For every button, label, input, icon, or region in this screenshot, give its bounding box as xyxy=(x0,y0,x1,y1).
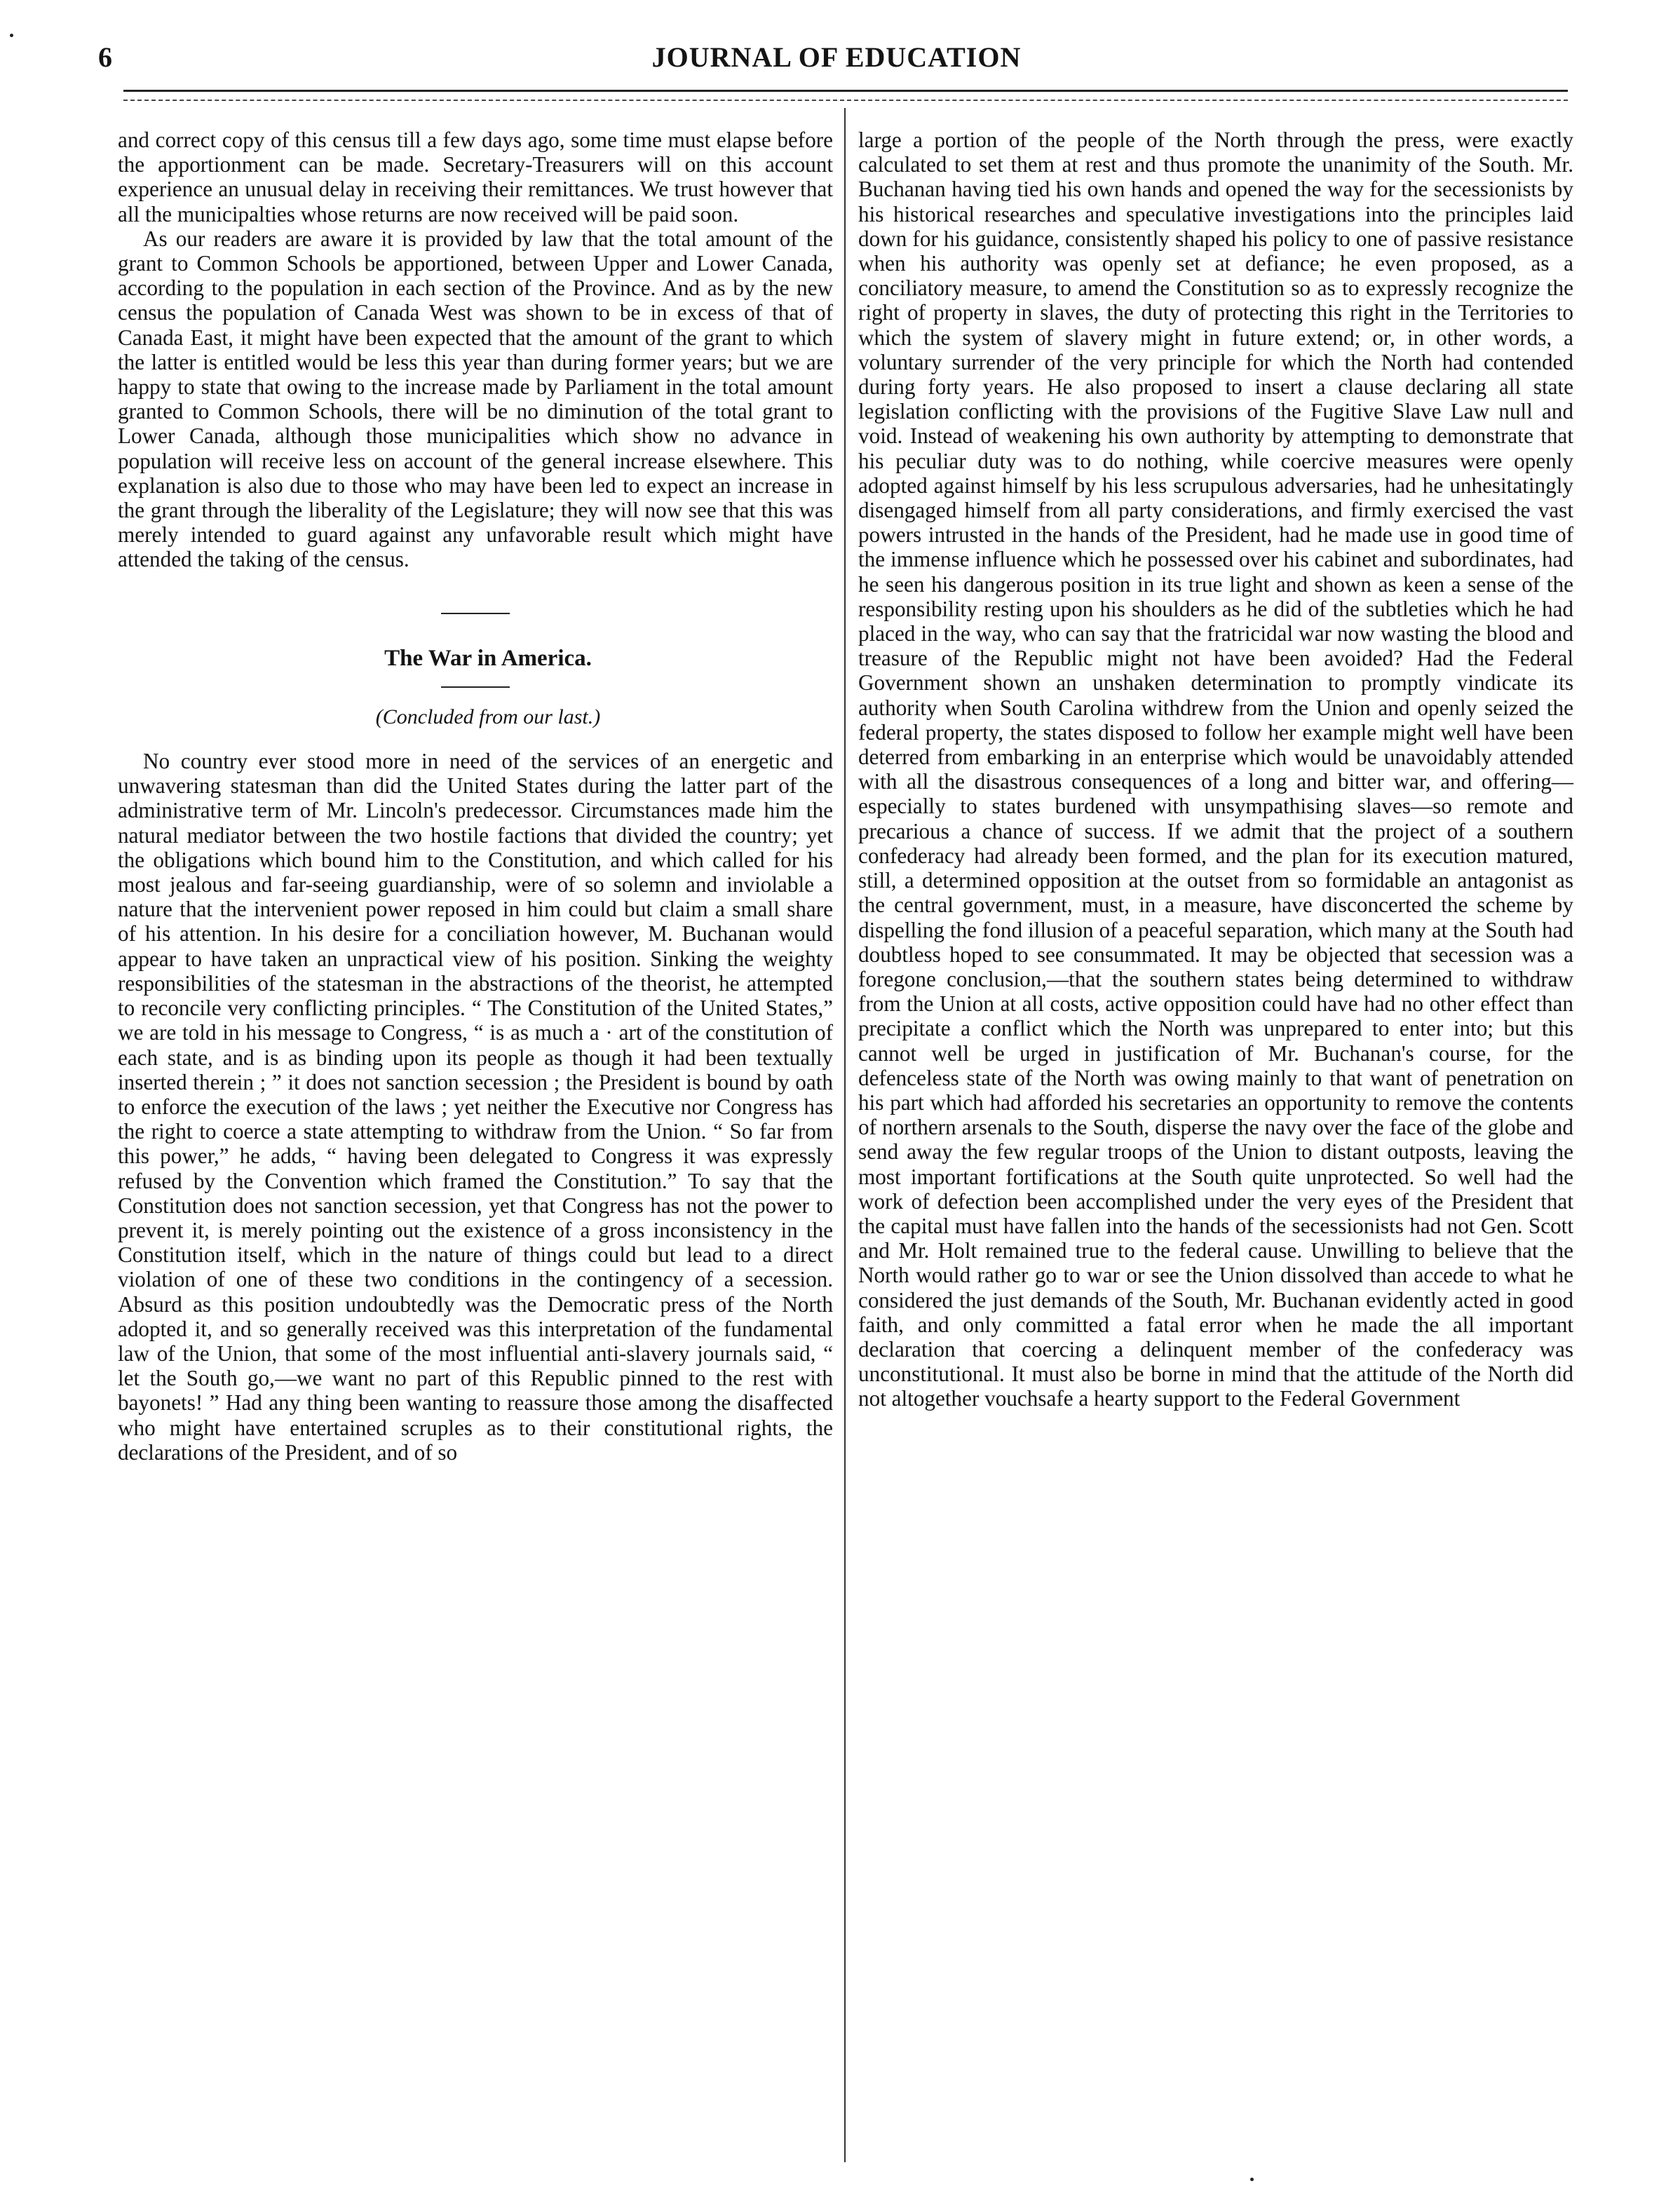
paragraph-grant-apportionment: As our readers are aware it is provided by law that the total amount of the grant to Common Schools be apportioned, between Upper and Lower Canada, according to the population in each section of the Province. And as by the new census the population of Canada West was shown to be in excess of that of Canada East, it might have been expected that the amount of the grant to which the latter is entitled would be less this year than during former years; but we are happy to state that owing to the increase made by Parliament in the total amount granted to Common Schools, there will be no diminution of the total grant to Lower Canada, although those municipalities which show no advance in population will receive less on account of the general increase elsewhere. This explanation is also due to those who may have been led to expect an increase in the grant through the liberality of the Legislature; they will now see that this was merely intended to guard against any unfavorable result which might have attended the taking of the census. xyxy=(118,226,833,572)
article-subtitle: (Concluded from our last.) xyxy=(375,705,601,728)
paragraph-war-in-america: No country ever stood more in need of the services of an energetic and unwavering statesman than did the United States during the latter part of the administrative term of Mr. Lincoln's predecessor. Circumstances made him the natural mediator between the two hostile factions that divided the country; yet the obligations which bound him to the Constitution, and which called for his most jealous and far-seeing guardianship, were of so solemn and inviolable a nature that the intervenient power reposed in him could but claim a small share of his attention. In his desire for a conciliation however, M. Buchanan would appear to have taken an unpractical view of his position. Sinking the weighty responsibilities of the statesman in the abstractions of the theorist, he attempted to reconcile very conflicting principles. “ The Constitution of the United States,” we are told in his message to Congress, “ is as much a · art of the constitution of each state, and is as binding upon its people as though it had been textually inserted therein ; ” it does not sanction secession ; the President is bound by oath to enforce the execution of the laws ; yet neither the Executive nor Congress has the right to coerce a state attempting to withdraw from the Union. “ So far from this power,” he adds, “ having been delegated to Congress it was expressly refused by the Convention which framed the Constitution.” To say that the Constitution does not sanction secession, yet that Congress has not the power to prevent it, is merely pointing out the existence of a gross inconsistency in the Constitution itself, which in the nature of things could but lead to a direct violation of one of these two conditions in the contingency of a secession. Absurd as this position undoubtedly was the Democratic press of the North adopted it, and so generally received was this interpretation of the fundamental law of the Union, that some of the most influential anti-slavery journals said, “ let the South go,—we want no part of this Republic pinned to the rest with bayonets! ” Had any thing been wanting to reassure those among the disaffected who might have entertained scruples as to their constitutional rights, the declarations of the President, and of so xyxy=(118,749,833,1465)
print-speck xyxy=(1250,2178,1254,2181)
right-column xyxy=(858,128,1573,2168)
running-title: JOURNAL OF EDUCATION xyxy=(651,41,1022,73)
header-rule xyxy=(123,90,1568,92)
header-dashed-rule xyxy=(123,100,1568,101)
paragraph-census-continuation: and correct copy of this census till a few days ago, some time must elapse before the apportionment can be made. Secretary-Treasurers will on this account experience an unusual delay in receiving their remittances. We trust however that all the municipalties whose returns are now received will be paid soon. xyxy=(118,128,833,226)
print-speck xyxy=(10,34,13,37)
left-column xyxy=(118,128,833,2168)
paragraph-war-continuation: large a portion of the people of the North through the press, were exactly calculated to set them at rest and thus promote the unanimity of the South. Mr. Buchanan having tied his own hands and opened the way for the secessionists by his historical researches and speculative investigations into the principles laid down for his guidance, consistently shaped his policy to one of passive resistance when his authority was openly set at defiance; he even proposed, as a conciliatory measure, to amend the Constitution so as to expressly recognize the right of property in slaves, the duty of protecting this right in the Territories to which the system of slavery might in future extend; or, in other words, a voluntary surrender of the very principle for which the North had contended during forty years. He also proposed to insert a clause declaring all state legislation conflicting with the provisions of the Fugitive Slave Law null and void. Instead of weakening his own authority by attempting to demonstrate that his peculiar duty was to do nothing, while coercive measures were openly adopted against himself by his less scrupulous adversaries, had he unhesitatingly disengaged himself from all party considerations, and firmly exercised the vast powers intrusted in the hands of the President, had he made use in good time of the immense influence which he possessed over his cabinet and subordinates, had he seen his dangerous position in its true light and shown as keen a sense of the responsibility resting upon his shoulders as he did of the subtleties which he had placed in the way, who can say that the fratricidal war now wasting the blood and treasure of the Republic might not have been avoided? Had the Federal Government shown an unshaken determination to promptly vindicate its authority when South Carolina withdrew from the Union and openly seized the federal property, the states disposed to follow her example might well have been deterred from embarking in an enterprise which would be unavoidably attended with all the disastrous consequences of a long and bitter war, and offering—especially to states burdened with unsympathising slaves—so remote and precarious a chance of success. If we admit that the project of a southern confederacy had already been formed, and the plan for its execution matured, still, a determined opposition at the outset from so formidable an antagonist as the central government, must, in a measure, have disconcerted the scheme by dispelling the fond illusion of a peaceful separation, which many at the South had doubtless hoped to see consummated. It may be objected that secession was a foregone conclusion,—that the southern states being determined to withdraw from the Union at all costs, active opposition could have had no other effect than precipitate a conflict which the North was unprepared to enter into; but this cannot well be urged in justification of Mr. Buchanan's course, for the defenceless state of the North was owing mainly to that want of penetration on his part which had afforded his secretaries an opportunity to remove the contents of northern arsenals to the South, disperse the navy over the face of the globe and send away the few regular troops of the Union to distant outposts, leaving the most important fortifications at the South quite unprotected. So well had the work of defection been accomplished under the very eyes of the President that the capital must have fallen into the hands of the secessionists had not Gen. Scott and Mr. Holt remained true to the federal cause. Unwilling to believe that the North would rather go to war or see the Union dissolved than accede to what he considered the just demands of the South, Mr. Buchanan evidently acted in good faith, and only committed a fatal error when he made the all important declaration that coercing a delinquent member of the confederacy was unconstitutional. It must also be borne in mind that the attitude of the North did not altogether vouchsafe a hearty support to the Federal Government xyxy=(858,128,1573,1411)
article-title: The War in America. xyxy=(384,645,592,671)
page-number: 6 xyxy=(98,41,112,73)
column-divider xyxy=(844,108,846,2162)
